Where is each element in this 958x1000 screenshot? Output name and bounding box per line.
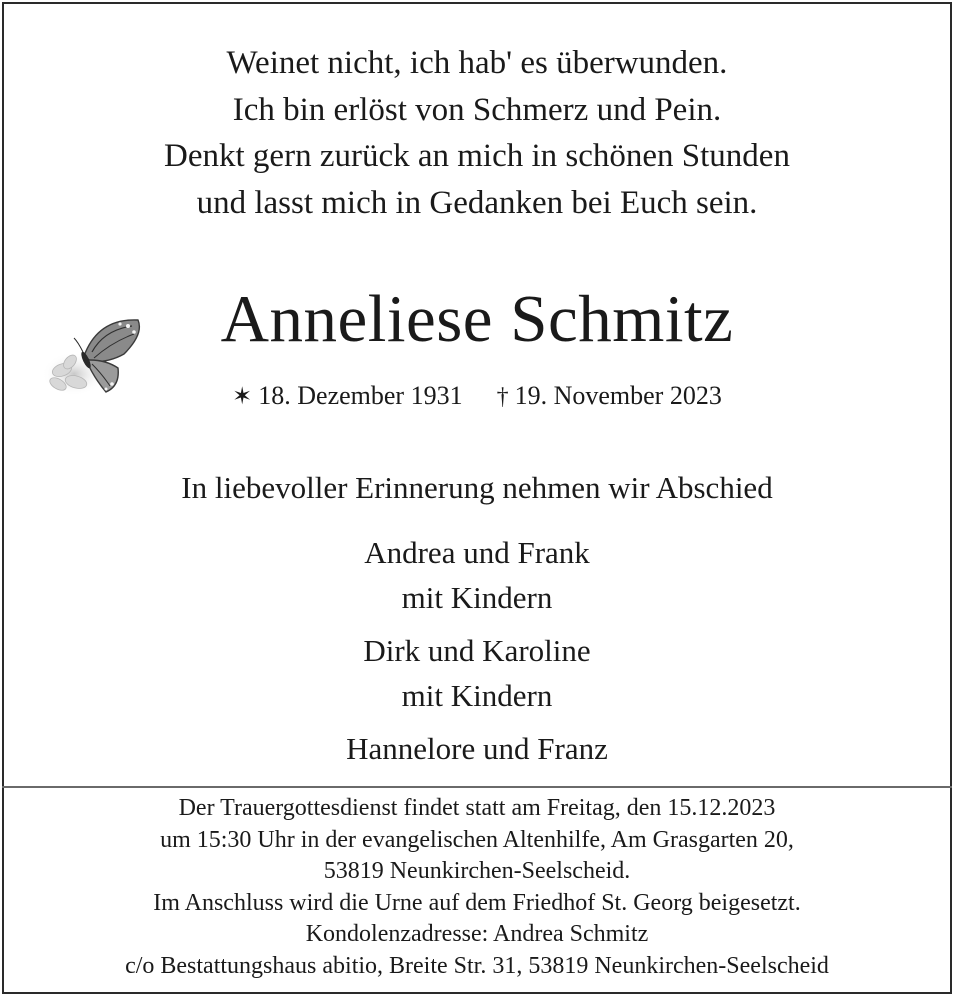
poem-line: Weinet nicht, ich hab' es überwunden. (226, 45, 728, 81)
mourner-group (0, 726, 954, 771)
poem-line: Denkt gern zurück an mich in schönen Stunden (164, 138, 790, 174)
deceased-name: Anneliese Schmitz (220, 282, 734, 356)
mourner-names: Dirk und Karoline (363, 633, 591, 668)
mourner-group (0, 628, 954, 718)
mourner-note: mit Kindern (401, 580, 553, 615)
section-divider (2, 786, 952, 788)
service-line: Kondolenzadresse: Andrea Schmitz (305, 921, 649, 947)
service-line: c/o Bestattungshaus abitio, Breite Str. 31, 53819 Neunkirchen-Seelscheid (125, 952, 829, 979)
birth-star-icon: ✶ (232, 384, 253, 410)
mourner-names: Andrea und Frank (364, 535, 590, 570)
service-info (0, 793, 954, 982)
mourner-note: mit Kindern (401, 678, 553, 713)
service-line: Der Trauergottesdienst findet statt am Freitag, den 15.12.2023 (178, 795, 776, 821)
poem-line: Ich bin erlöst von Schmerz und Pein. (232, 91, 722, 128)
death-cross-icon: † (496, 384, 509, 410)
mourner-names: Hannelore und Franz (346, 731, 608, 766)
mourner-group (0, 530, 954, 620)
farewell-intro: In liebevoller Erinnerung nehmen wir Abschied (181, 470, 773, 505)
service-line: 53819 Neunkirchen-Seelscheid. (323, 858, 631, 884)
poem-line: und lasst mich in Gedanken bei Euch sein. (196, 184, 758, 221)
birth-date: 18. Dezember 1931 (258, 381, 463, 410)
poem (0, 40, 954, 226)
death-date: 19. November 2023 (514, 381, 722, 410)
service-line: Im Anschluss wird die Urne auf dem Friedhof St. Georg beigesetzt. (153, 889, 801, 916)
service-line: um 15:30 Uhr in der evangelischen Altenhilfe, Am Grasgarten 20, (160, 826, 794, 853)
mourners-list (0, 530, 954, 779)
life-dates (0, 378, 954, 415)
